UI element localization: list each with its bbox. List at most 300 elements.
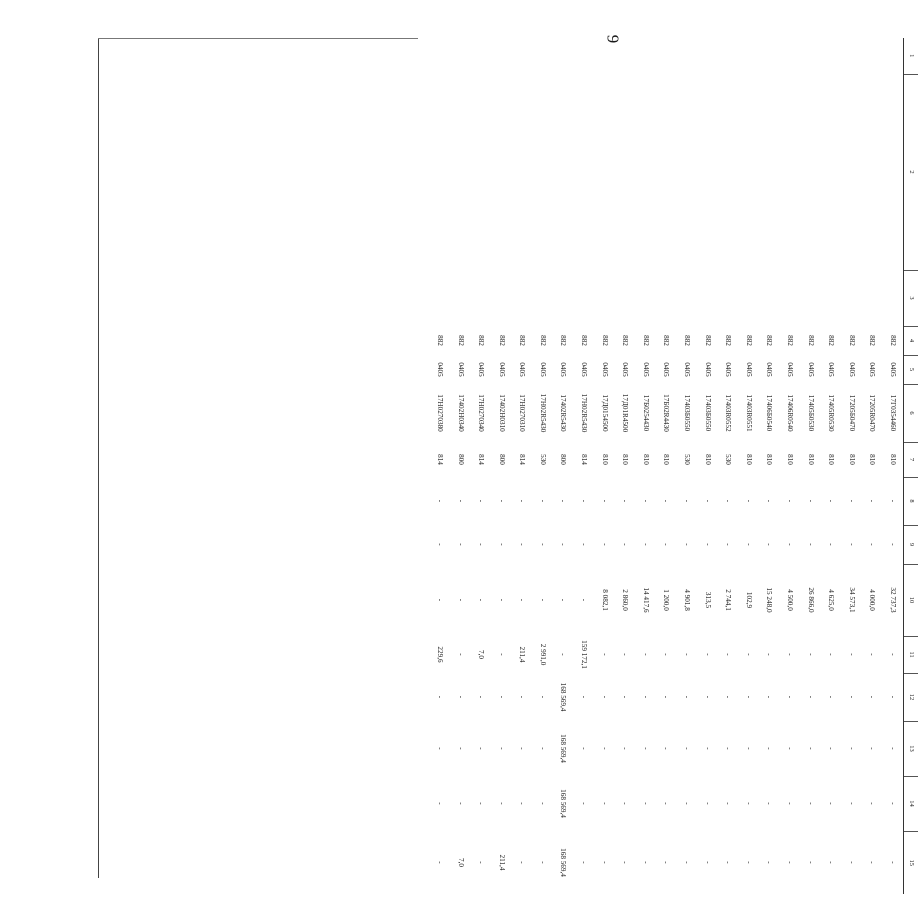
table-row [491, 38, 512, 894]
table-cell-col-9: - [456, 543, 465, 546]
table-cell-col-13: - [662, 747, 671, 750]
table-cell-col-14: - [847, 802, 856, 805]
column-header-8: 8 [904, 477, 918, 525]
table-cell-col-9: - [683, 543, 692, 546]
table-cell-col-13: - [621, 747, 630, 750]
table-cell-col-9: - [538, 543, 547, 546]
table-cell-col-6: 17403R0551 [744, 394, 753, 432]
table-cell-col-3 [574, 270, 595, 326]
table-cell-col-10: 2 744,1 [724, 589, 733, 611]
table-cell-col-15: - [662, 861, 671, 864]
table-cell-col-9: - [847, 543, 856, 546]
table-cell-col-14: - [497, 802, 506, 805]
table-cell-col-12: - [827, 695, 836, 699]
table-cell-col-3 [429, 270, 450, 326]
table-cell-col-1 [759, 38, 780, 74]
table-cell-col-1 [450, 38, 471, 74]
table-cell-col-7: 810 [765, 454, 774, 465]
table-cell-col-10: - [435, 598, 444, 602]
table-cell-col-5: 0405 [847, 362, 856, 377]
table-cell-col-6: 17403Б0550 [703, 394, 712, 432]
table-cell-col-6: 17402R5430 [559, 394, 568, 432]
table-cell-col-12: - [889, 695, 897, 699]
page-number: 9 [603, 34, 623, 44]
table-cell-col-8: - [621, 499, 630, 503]
table-cell-col-4: 882 [435, 335, 444, 346]
table-cell-col-8: - [538, 499, 547, 503]
table-cell-col-11: - [786, 653, 795, 656]
table-cell-col-10: - [456, 598, 465, 602]
table-cell-col-6: 17406Б0540 [765, 394, 774, 432]
table-cell-col-3 [841, 270, 862, 326]
table-cell-col-2 [718, 74, 739, 270]
table-cell-col-6: 17Н02R5430 [538, 393, 547, 433]
table-cell-col-3 [491, 270, 512, 326]
table-cell-col-5: 0405 [621, 362, 630, 377]
table-cell-col-7: 814 [518, 454, 527, 465]
table-cell-col-12: 168 569,4 [559, 682, 568, 712]
table-cell-col-9: - [765, 543, 774, 546]
table-cell-col-4: 882 [559, 335, 568, 346]
table-cell-col-1 [738, 38, 759, 74]
table-cell-col-6: 17Д01R4500 [621, 393, 630, 433]
table-cell-col-2 [862, 74, 883, 270]
table-cell-col-9: - [518, 543, 527, 546]
table-cell-col-1 [471, 38, 492, 74]
column-header-11: 11 [904, 636, 918, 673]
table-cell-col-2 [738, 74, 759, 270]
table-cell-col-2 [656, 74, 677, 270]
table-cell-col-4: 882 [806, 335, 815, 346]
table-cell-col-11: 159 172,1 [580, 640, 589, 669]
column-header-15: 15 [904, 831, 918, 894]
table-cell-col-10: - [477, 598, 486, 602]
table-cell-col-5: 0405 [600, 362, 609, 377]
table-cell-col-5: 0405 [868, 362, 877, 377]
table-cell-col-8: - [477, 499, 486, 503]
table-cell-col-8: - [580, 499, 589, 503]
table-cell-col-5: 0405 [641, 362, 650, 377]
table-cell-col-14: - [703, 802, 712, 805]
table-cell-col-4: 882 [765, 335, 774, 346]
table-row [800, 38, 821, 894]
table-cell-col-3 [676, 270, 697, 326]
table-cell-col-7: 814 [477, 454, 486, 465]
table-cell-col-13: - [435, 747, 444, 750]
table-cell-col-15: - [580, 861, 589, 864]
table-cell-col-5: 0405 [703, 362, 712, 377]
table-cell-col-11: - [559, 653, 568, 656]
table-cell-col-8: - [435, 499, 444, 503]
table-cell-col-5: 0405 [662, 362, 671, 377]
table-cell-col-3 [862, 270, 883, 326]
table-cell-col-6: 17Н02R5430 [580, 393, 589, 433]
table-cell-col-15: - [786, 861, 795, 864]
column-header-2: 2 [904, 74, 918, 270]
table-cell-col-9: - [641, 543, 650, 546]
table-cell-col-10: 8 082,1 [600, 589, 609, 611]
table-cell-col-3 [738, 270, 759, 326]
table-cell-col-9: - [621, 543, 630, 546]
table-cell-col-2 [821, 74, 842, 270]
table-cell-col-11: - [621, 653, 630, 656]
table-cell-col-1 [491, 38, 512, 74]
table-cell-col-11: - [744, 653, 753, 656]
table-row [841, 38, 862, 894]
table-cell-col-8: - [497, 499, 506, 503]
table-cell-col-9: - [786, 543, 795, 546]
table-cell-col-8: - [518, 499, 527, 503]
table-cell-col-15: - [538, 861, 547, 864]
table-cell-col-9: - [662, 543, 671, 546]
budget-table [429, 38, 918, 894]
table-cell-col-3 [553, 270, 574, 326]
table-cell-col-14: - [827, 802, 836, 805]
table-cell-col-13: - [786, 747, 795, 750]
table-cell-col-4: 882 [724, 335, 733, 346]
table-cell-col-15: 211,4 [497, 854, 506, 871]
table-cell-col-9: - [806, 543, 815, 546]
table-row [471, 38, 492, 894]
table-cell-col-6: 17205R0470 [868, 394, 877, 432]
table-cell-col-15: - [641, 861, 650, 864]
table-cell-col-6: 17406R0540 [786, 394, 795, 432]
table-cell-col-12: - [600, 695, 609, 699]
column-header-7: 7 [904, 442, 918, 477]
table-cell-col-15: - [621, 861, 630, 864]
table-cell-col-15: - [703, 861, 712, 864]
table-cell-col-3 [697, 270, 718, 326]
column-header-3: 3 [904, 270, 918, 326]
table-cell-col-7: 810 [641, 454, 650, 465]
table-cell-col-7: 530 [724, 454, 733, 465]
table-cell-col-8: - [662, 499, 671, 503]
table-cell-col-5: 0405 [435, 362, 444, 377]
table-cell-col-10: 4 500,0 [786, 589, 795, 611]
table-row [553, 38, 574, 894]
table-cell-col-15: 168 569,4 [559, 848, 568, 877]
table-cell-col-6: 17405R0530 [827, 394, 836, 432]
table-row [882, 38, 903, 894]
table-cell-col-4: 882 [641, 335, 650, 346]
table-cell-col-9: - [477, 543, 486, 546]
column-header-1: 1 [904, 38, 918, 74]
table-cell-col-11: - [765, 653, 774, 656]
column-header-13: 13 [904, 721, 918, 776]
table-cell-col-15: - [435, 861, 444, 864]
table-row [532, 38, 553, 894]
table-cell-col-10: 4 000,0 [868, 589, 877, 611]
table-cell-col-11: - [456, 653, 465, 656]
table-cell-col-10: 1 200,0 [662, 589, 671, 611]
table-cell-col-10: - [559, 598, 568, 602]
table-cell-col-3 [718, 270, 739, 326]
table-cell-col-6: 17Б0254430 [641, 394, 650, 432]
table-cell-col-8: - [641, 499, 650, 503]
table-cell-col-5: 0405 [559, 362, 568, 377]
table-cell-col-14: - [456, 802, 465, 805]
table-cell-col-1 [553, 38, 574, 74]
table-cell-col-8: - [765, 499, 774, 503]
table-row [635, 38, 656, 894]
table-cell-col-7: 810 [827, 454, 836, 465]
table-cell-col-12: - [868, 695, 877, 699]
table-cell-col-2 [635, 74, 656, 270]
table-cell-col-14: - [518, 802, 527, 805]
table-cell-col-15: - [868, 861, 877, 864]
table-cell-col-15: - [724, 861, 733, 864]
table-cell-col-8: - [827, 499, 836, 503]
table-cell-col-13: - [703, 747, 712, 750]
table-cell-col-6: 17Г0354460 [889, 394, 897, 432]
table-cell-col-13: - [744, 747, 753, 750]
table-cell-col-2 [594, 74, 615, 270]
table-cell-col-12: - [744, 695, 753, 699]
table-cell-col-7: 810 [889, 454, 897, 465]
table-cell-col-2 [882, 74, 903, 270]
table-cell-col-2 [512, 74, 533, 270]
table-cell-col-4: 882 [580, 335, 589, 346]
table-row [429, 38, 450, 894]
table-cell-col-3 [779, 270, 800, 326]
table-cell-col-14: - [744, 802, 753, 805]
table-cell-col-13: - [538, 747, 547, 750]
table-cell-col-4: 882 [744, 335, 753, 346]
table-cell-col-9: - [827, 543, 836, 546]
table-cell-col-6: 17Н0270340 [477, 394, 486, 432]
table-cell-col-7: 810 [786, 454, 795, 465]
table-cell-col-3 [882, 270, 903, 326]
table-cell-col-6: 17Д0154500 [600, 394, 609, 432]
table-cell-col-7: 810 [600, 454, 609, 465]
table-row [718, 38, 739, 894]
table-cell-col-13: - [868, 747, 877, 750]
table-cell-col-3 [512, 270, 533, 326]
table-row [656, 38, 677, 894]
table-cell-col-7: 810 [662, 454, 671, 465]
table-cell-col-11: - [662, 653, 671, 656]
table-cell-col-3 [615, 270, 636, 326]
table-cell-col-5: 0405 [827, 362, 836, 377]
table-cell-col-1 [656, 38, 677, 74]
table-cell-col-9: - [744, 543, 753, 546]
table-cell-col-12: - [435, 695, 444, 699]
table-left-border [98, 38, 99, 878]
table-cell-col-10: 313,5 [703, 591, 712, 609]
table-cell-col-4: 882 [477, 335, 486, 346]
table-cell-col-11: - [683, 653, 692, 656]
table-cell-col-2 [800, 74, 821, 270]
table-cell-col-9: - [703, 543, 712, 546]
table-cell-col-15: - [744, 861, 753, 864]
table-cell-col-4: 882 [518, 335, 527, 346]
table-top-border [98, 38, 418, 39]
table-cell-col-13: - [456, 747, 465, 750]
table-cell-col-10: - [580, 598, 589, 602]
table-cell-col-8: - [786, 499, 795, 503]
table-cell-col-6: 17Н0270310 [518, 394, 527, 432]
table-cell-col-14: - [683, 802, 692, 805]
table-cell-col-2 [841, 74, 862, 270]
table-cell-col-11: - [600, 653, 609, 656]
table-cell-col-12: - [477, 695, 486, 699]
table-cell-col-11: - [868, 653, 877, 656]
table-cell-col-1 [574, 38, 595, 74]
table-row [615, 38, 636, 894]
table-cell-col-1 [862, 38, 883, 74]
table-cell-col-12: - [765, 695, 774, 699]
table-cell-col-12: - [641, 695, 650, 699]
table-cell-col-11: 2 991,0 [538, 643, 547, 666]
table-cell-col-12: - [497, 695, 506, 699]
table-cell-col-5: 0405 [889, 362, 897, 377]
table-cell-col-14: - [868, 802, 877, 805]
table-cell-col-6: 17403R0552 [724, 394, 733, 432]
table-cell-col-10: 14 417,6 [641, 587, 650, 613]
column-header-6: 6 [904, 384, 918, 442]
table-cell-col-10: 26 866,0 [806, 587, 815, 613]
table-cell-col-6: 17403Б0550 [683, 394, 692, 432]
table-cell-col-6: 17Б02R4430 [662, 394, 671, 432]
table-cell-col-7: 810 [868, 454, 877, 465]
table-cell-col-7: 810 [703, 454, 712, 465]
table-cell-col-11: - [497, 653, 506, 656]
table-cell-col-10: - [497, 598, 506, 602]
column-header-5: 5 [904, 355, 918, 384]
table-row [450, 38, 471, 894]
table-cell-col-1 [429, 38, 450, 74]
table-cell-col-15: - [827, 861, 836, 864]
column-header-10: 10 [904, 564, 918, 636]
table-cell-col-9: - [559, 543, 568, 546]
table-cell-col-7: 814 [435, 454, 444, 465]
table-cell-col-7: 810 [621, 454, 630, 465]
table-cell-col-1 [821, 38, 842, 74]
table-cell-col-5: 0405 [744, 362, 753, 377]
table-cell-col-2 [574, 74, 595, 270]
table-cell-col-4: 882 [827, 335, 836, 346]
table-cell-col-1 [532, 38, 553, 74]
table-body [429, 38, 903, 894]
rotated-budget-table [435, 38, 918, 877]
table-cell-col-4: 882 [662, 335, 671, 346]
table-cell-col-9: - [497, 543, 506, 546]
table-cell-col-13: - [580, 747, 589, 750]
table-cell-col-5: 0405 [806, 362, 815, 377]
table-cell-col-6: 17402Н0340 [456, 394, 465, 432]
table-cell-col-8: - [744, 499, 753, 503]
table-cell-col-8: - [724, 499, 733, 503]
table-cell-col-6: 17Н0270380 [435, 394, 444, 432]
table-cell-col-11: 211,4 [518, 646, 527, 663]
table-cell-col-3 [635, 270, 656, 326]
table-cell-col-10: 102,9 [744, 591, 753, 609]
table-cell-col-5: 0405 [477, 362, 486, 377]
table-cell-col-3 [471, 270, 492, 326]
table-cell-col-10: 4 901,8 [683, 589, 692, 611]
table-row [862, 38, 883, 894]
table-cell-col-14: - [580, 802, 589, 805]
table-cell-col-8: - [559, 499, 568, 503]
table-cell-col-14: - [889, 802, 897, 805]
table-cell-col-5: 0405 [683, 362, 692, 377]
table-row [574, 38, 595, 894]
table-cell-col-8: - [889, 499, 897, 503]
table-cell-col-7: 814 [580, 454, 589, 465]
table-cell-col-12: - [786, 695, 795, 699]
table-cell-col-15: - [889, 861, 897, 864]
table-cell-col-13: - [806, 747, 815, 750]
table-cell-col-15: - [518, 861, 527, 864]
table-cell-col-12: - [621, 695, 630, 699]
table-cell-col-3 [532, 270, 553, 326]
table-cell-col-5: 0405 [456, 362, 465, 377]
table-cell-col-13: - [847, 747, 856, 750]
table-cell-col-2 [471, 74, 492, 270]
table-cell-col-12: - [724, 695, 733, 699]
table-cell-col-14: - [641, 802, 650, 805]
table-cell-col-11: - [889, 653, 897, 656]
table-cell-col-7: 810 [806, 454, 815, 465]
table-cell-col-11: - [806, 653, 815, 656]
table-cell-col-11: 229,6 [435, 646, 444, 663]
table-cell-col-3 [821, 270, 842, 326]
table-cell-col-4: 882 [497, 335, 506, 346]
table-cell-col-8: - [456, 499, 465, 503]
table-cell-col-9: - [580, 543, 589, 546]
table-cell-col-10: 4 625,0 [827, 589, 836, 611]
table-cell-col-13: - [683, 747, 692, 750]
table-cell-col-4: 882 [600, 335, 609, 346]
table-cell-col-2 [697, 74, 718, 270]
column-header-9: 9 [904, 525, 918, 564]
table-cell-col-15: - [477, 861, 486, 864]
table-row [512, 38, 533, 894]
table-cell-col-12: - [703, 695, 712, 699]
table-cell-col-4: 882 [786, 335, 795, 346]
table-cell-col-8: - [868, 499, 877, 503]
table-cell-col-3 [450, 270, 471, 326]
table-cell-col-13: - [641, 747, 650, 750]
table-cell-col-13: - [889, 747, 897, 750]
table-cell-col-4: 882 [621, 335, 630, 346]
table-cell-col-11: - [703, 653, 712, 656]
table-cell-col-9: - [435, 543, 444, 546]
table-cell-col-11: - [641, 653, 650, 656]
table-cell-col-14: 168 569,4 [559, 789, 568, 818]
table-row [821, 38, 842, 894]
table-cell-col-8: - [806, 499, 815, 503]
table-row [676, 38, 697, 894]
table-cell-col-1 [594, 38, 615, 74]
table-cell-col-13: - [497, 747, 506, 750]
table-cell-col-3 [594, 270, 615, 326]
table-cell-col-8: - [683, 499, 692, 503]
table-row [779, 38, 800, 894]
table-cell-col-10: 15 248,0 [765, 587, 774, 613]
table-cell-col-9: - [868, 543, 877, 546]
table-cell-col-6: 17405Б0530 [806, 394, 815, 432]
table-cell-col-13: - [765, 747, 774, 750]
table-row [697, 38, 718, 894]
table-cell-col-8: - [703, 499, 712, 503]
table-cell-col-1 [800, 38, 821, 74]
table-cell-col-14: - [662, 802, 671, 805]
table-cell-col-3 [759, 270, 780, 326]
table-cell-col-12: - [518, 695, 527, 699]
table-cell-col-3 [800, 270, 821, 326]
table-cell-col-5: 0405 [786, 362, 795, 377]
